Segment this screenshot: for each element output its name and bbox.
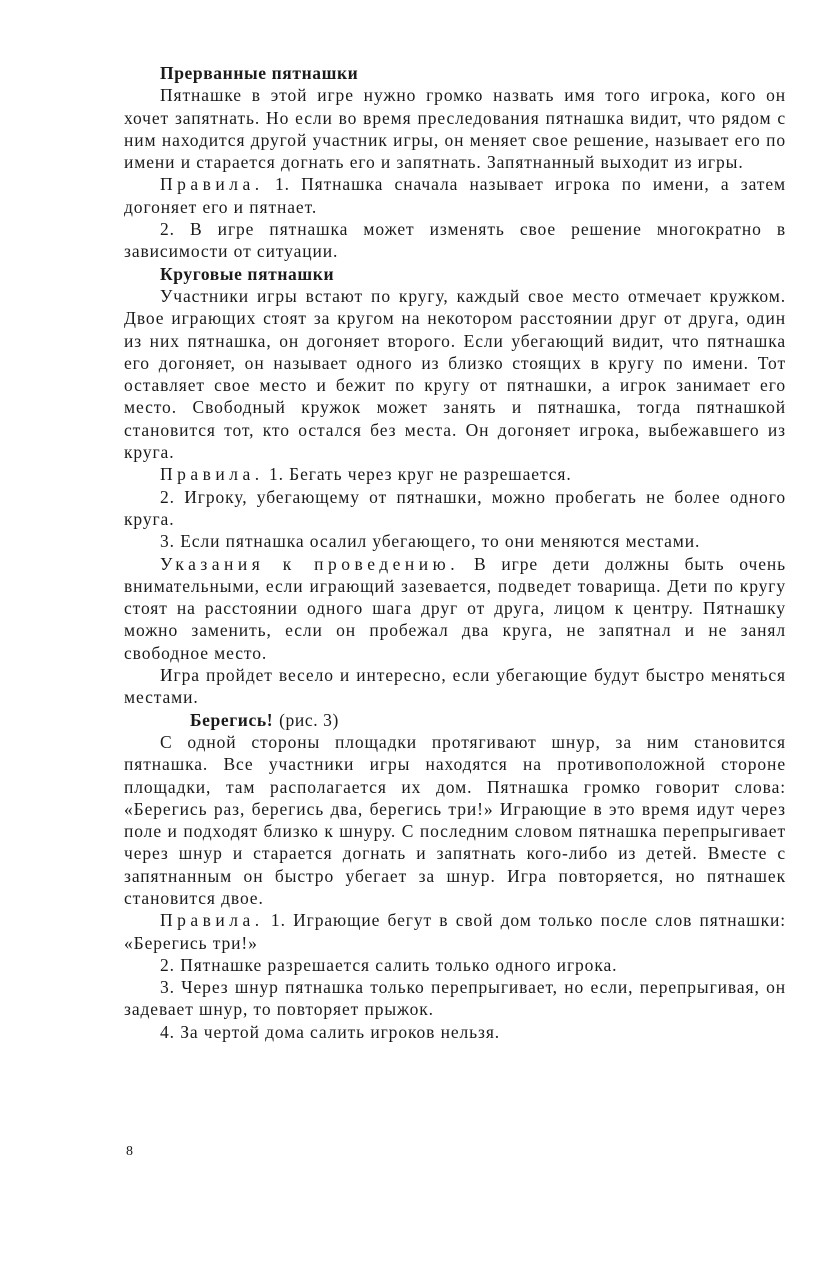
section-description: Пятнашке в этой игре нужно громко назвать имя того игрока, кого он хочет запятнать. Но если во время преследования пятнашка видит, что рядом с ним находится другой участник игры, он меняет свое решение, называет его по имени и старается догнать его и запятнать. Запятнанный выходит из игры. <box>124 85 786 173</box>
rule-item: 2. Игроку, убегающему от пятнашки, можно пробегать не более одного круга. <box>124 486 786 529</box>
section-description: Участники игры встают по кругу, каждый свое место отмечает кружком. Двое играющих стоят за кругом на некотором расстоянии друг от друга, один из них пятнашка, он догоняет второго. Если убегающий видит, что пятнашка его догоняет, он называет одного из близко стоящих в кругу по имени. Тот оставляет свое место и бежит по кругу от пятнашки, а игрок занимает его место. Свободный кружок может занять и пятнашка, тогда пятнашкой становится тот, кто остался без места. Он догоняет игрока, выбежавшего из круга. <box>124 285 786 463</box>
rule-item: 2. В игре пятнашка может изменять свое решение многократно в зависимости от ситуации. <box>124 219 786 262</box>
notes-item: Игра пройдет весело и интересно, если убегающие будут быстро меняться местами. <box>124 665 786 708</box>
notes-label: Указания к проведению. <box>160 553 460 574</box>
rule-item <box>124 909 786 954</box>
notes-text: В игре дети должны быть очень внимательными, если играющий зазевается, подведет товарища. Дети по кругу стоят на расстоянии одного шага друг от друга, лицом к центру. Пятнашку можно заменить, если он пробежал два круга, не запятнал и не занял свободное место. <box>124 553 787 663</box>
rule-text: 1. Пятнашка сначала называет игрока по имени, а затем догоняет его и пятнает. <box>124 174 786 217</box>
rule-item <box>124 463 786 485</box>
document-page <box>124 62 786 1043</box>
figure-reference: (рис. 3) <box>279 709 339 730</box>
page-number: 8 <box>126 1144 133 1159</box>
rule-text: 1. Играющие бегут в свой дом только после слов пятнашки: «Берегись три!» <box>124 910 786 953</box>
rule-item <box>124 173 786 218</box>
rules-label: Правила. <box>160 174 264 195</box>
rules-label: Правила. <box>160 464 264 485</box>
rule-item: 4. За чертой дома салить игроков нельзя. <box>160 1021 501 1042</box>
section-title-text: Берегись! <box>190 709 274 730</box>
rule-item: 3. Если пятнашка осалил убегающего, то они меняются местами. <box>160 531 701 552</box>
section-title-interrupted-tag: Прерванные пятнашки <box>160 63 359 83</box>
rule-item: 3. Через шнур пятнашка только перепрыгивает, но если, перепрыгивая, он задевает шнур, то повторяет прыжок. <box>124 977 786 1020</box>
rules-label: Правила. <box>160 910 264 931</box>
section-title-beware <box>124 709 786 731</box>
rule-text: 1. Бегать через круг не разрешается. <box>268 464 572 485</box>
notes-item <box>124 553 786 664</box>
section-title-circle-tag: Круговые пятнашки <box>160 263 335 284</box>
rule-item: 2. Пятнашке разрешается салить только одного игрока. <box>160 954 618 975</box>
section-description: С одной стороны площадки протягивают шнур, за ним становится пятнашка. Все участники игры находятся на противоположной стороне площадки, там располагается их дом. Пятнашка громко говорит слова: «Берегись раз, берегись два, берегись три!» Играющие в это время идут через поле и подходят близко к шнуру. С последним словом пятнашка перепрыгивает через шнур и старается догнать и запятнать кого-либо из детей. Вместе с запятнанным он быстро убегает за шнур. Игра повторяется, но пятнашек становится двое. <box>124 731 786 908</box>
